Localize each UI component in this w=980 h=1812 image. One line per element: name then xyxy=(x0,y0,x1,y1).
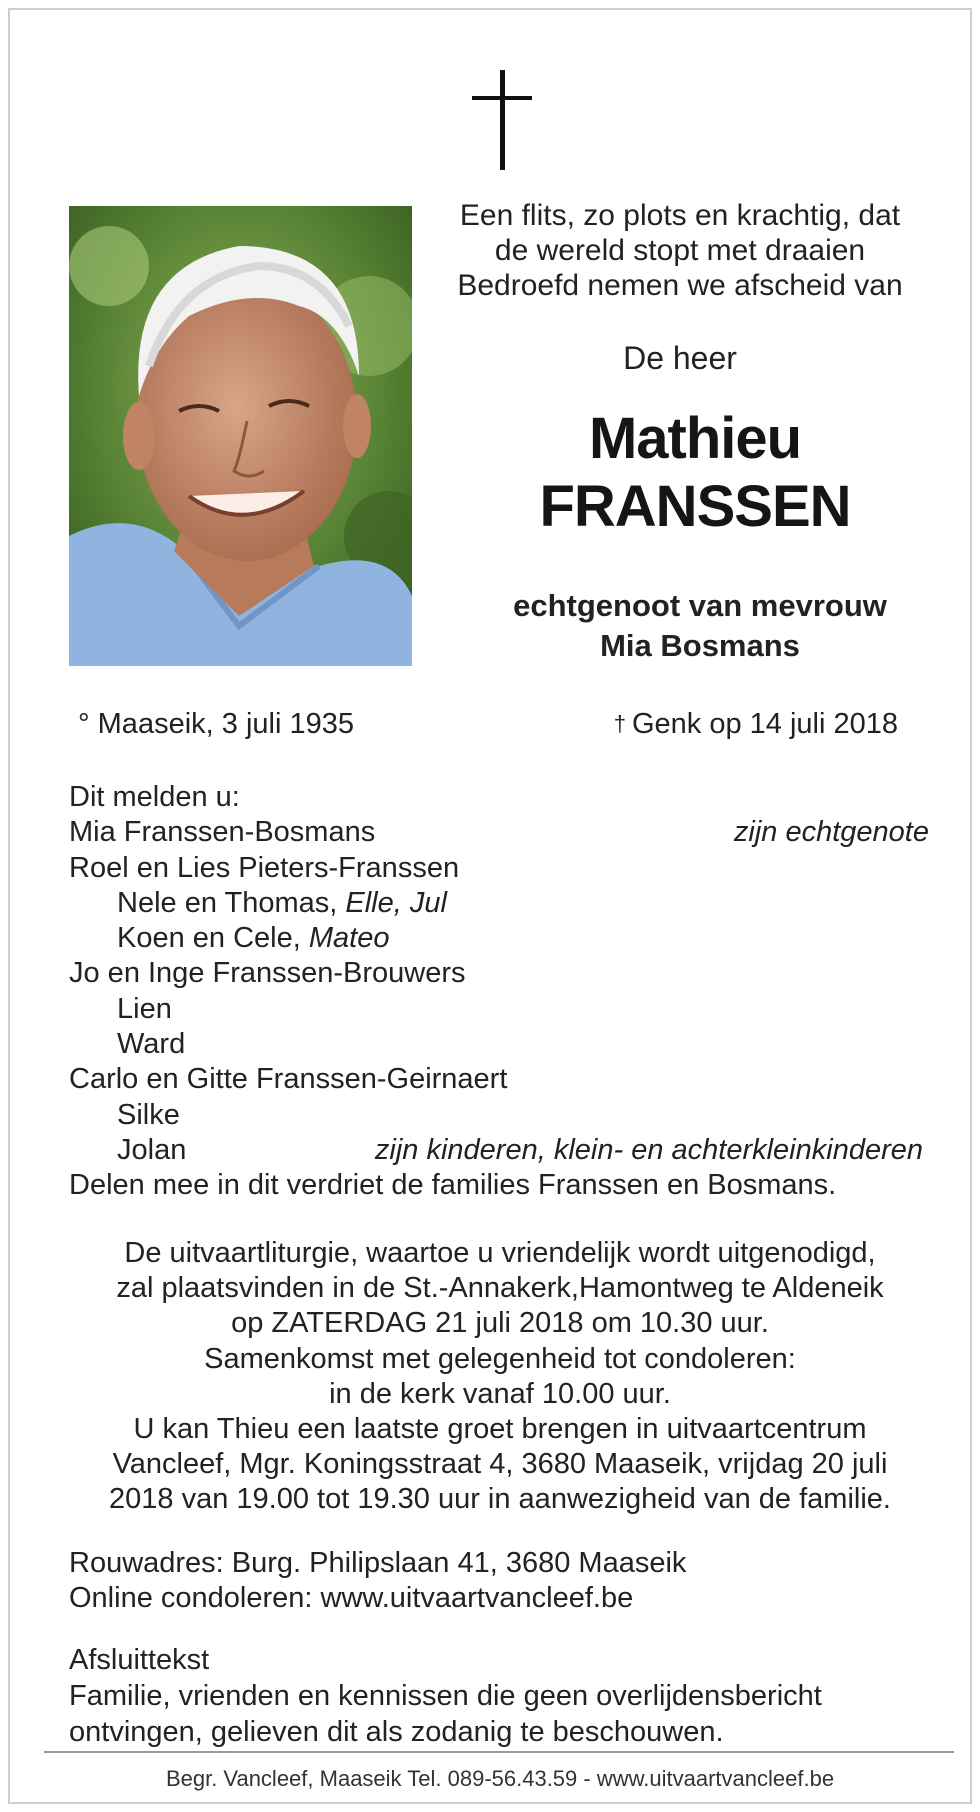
list-item xyxy=(69,1027,929,1062)
ceremony-line: Samenkomst met gelegenheid tot condoleren: xyxy=(204,1342,796,1375)
ceremony-line: 2018 van 19.00 tot 19.30 uur in aanwezigheid van de familie. xyxy=(109,1483,891,1516)
closing-line: Familie, vrienden en kennissen die geen overlijdensbericht xyxy=(69,1680,822,1712)
footer-text: Begr. Vancleef, Maaseik Tel. 089-56.43.59 - www.uitvaartvancleef.be xyxy=(165,1766,835,1791)
list-item xyxy=(69,921,929,956)
relative-name: Jo en Inge Franssen-Brouwers xyxy=(69,957,466,990)
first-name: Mathieu xyxy=(588,406,802,471)
relative-name: Ward xyxy=(117,1028,186,1061)
ceremony-line: zal plaatsvinden in de St.-Annakerk,Hamontweg te Aldeneik xyxy=(116,1272,884,1305)
mourning-address: Rouwadres: Burg. Philipslaan 41, 3680 Maaseik xyxy=(69,1547,687,1579)
relative-name: Roel en Lies Pieters-Franssen xyxy=(69,851,460,884)
closing-line: ontvingen, gelieven dit als zodanig te beschouwen. xyxy=(69,1716,724,1748)
online-condolence: Online condoleren: www.uitvaartvancleef.be xyxy=(69,1582,634,1614)
spouse-info xyxy=(430,586,970,666)
relative-name: Carlo en Gitte Franssen-Geirnaert xyxy=(69,1063,508,1096)
closing-heading: Afsluittekst xyxy=(69,1644,210,1676)
list-item xyxy=(69,992,929,1027)
relative-name: Silke xyxy=(117,1098,180,1131)
family-heading: Dit melden u: xyxy=(69,781,240,813)
list-item xyxy=(69,886,929,921)
relation-label: zijn kinderen, klein- en achterkleinkinderen xyxy=(374,1133,923,1166)
intro-line: Een flits, zo plots en krachtig, dat xyxy=(459,199,901,232)
relative-name: Jolan xyxy=(117,1133,187,1166)
contact-info xyxy=(69,1546,929,1616)
intro-line: de wereld stopt met draaien xyxy=(494,234,866,267)
divider xyxy=(44,1751,954,1753)
relative-kids: Mateo xyxy=(308,922,390,955)
list-item xyxy=(69,815,929,850)
family-list xyxy=(69,780,929,1204)
relative-name: Nele en Thomas, xyxy=(117,886,346,919)
deceased-name xyxy=(430,405,960,541)
ceremony-details xyxy=(50,1236,950,1518)
last-name: FRANSSEN xyxy=(539,474,851,539)
spouse-line: echtgenoot van mevrouw xyxy=(513,588,887,623)
list-item xyxy=(69,1168,929,1203)
portrait-photo xyxy=(69,206,412,666)
death-text: Genk op 14 juli 2018 xyxy=(631,708,898,740)
spouse-name: Mia Bosmans xyxy=(600,628,800,663)
list-item xyxy=(69,1133,929,1168)
list-item xyxy=(69,1098,929,1133)
list-item xyxy=(69,851,929,886)
ceremony-line: in de kerk vanaf 10.00 uur. xyxy=(329,1377,671,1410)
list-item xyxy=(69,1062,929,1097)
ceremony-line: Vancleef, Mgr. Koningsstraat 4, 3680 Maaseik, vrijdag 20 juli xyxy=(112,1448,888,1481)
relative-name: Koen en Cele, xyxy=(117,922,309,955)
list-item xyxy=(69,956,929,991)
death-info xyxy=(614,708,898,741)
ceremony-line: U kan Thieu een laatste groet brengen in uitvaartcentrum xyxy=(133,1413,867,1446)
list-item xyxy=(69,780,929,815)
salutation: De heer xyxy=(623,340,737,376)
intro-line: Bedroefd nemen we afscheid van xyxy=(457,269,903,302)
relative-name: Lien xyxy=(117,992,172,1025)
relation-label: zijn echtgenote xyxy=(733,816,929,849)
ceremony-line: op ZATERDAG 21 juli 2018 om 10.30 uur. xyxy=(231,1307,769,1340)
death-cross-icon: † xyxy=(613,711,626,736)
cross-icon xyxy=(472,70,532,170)
birth-info: ° Maaseik, 3 juli 1935 xyxy=(78,708,354,740)
closing-text xyxy=(69,1642,929,1750)
intro-verse xyxy=(430,198,930,303)
obituary-card xyxy=(8,8,972,1804)
families-line: Delen mee in dit verdriet de families Franssen en Bosmans. xyxy=(69,1169,837,1202)
relative-kids: Elle, Jul xyxy=(345,886,447,919)
ceremony-line: De uitvaartliturgie, waartoe u vriendelijk wordt uitgenodigd, xyxy=(124,1237,876,1269)
relative-name: Mia Franssen-Bosmans xyxy=(69,816,376,849)
